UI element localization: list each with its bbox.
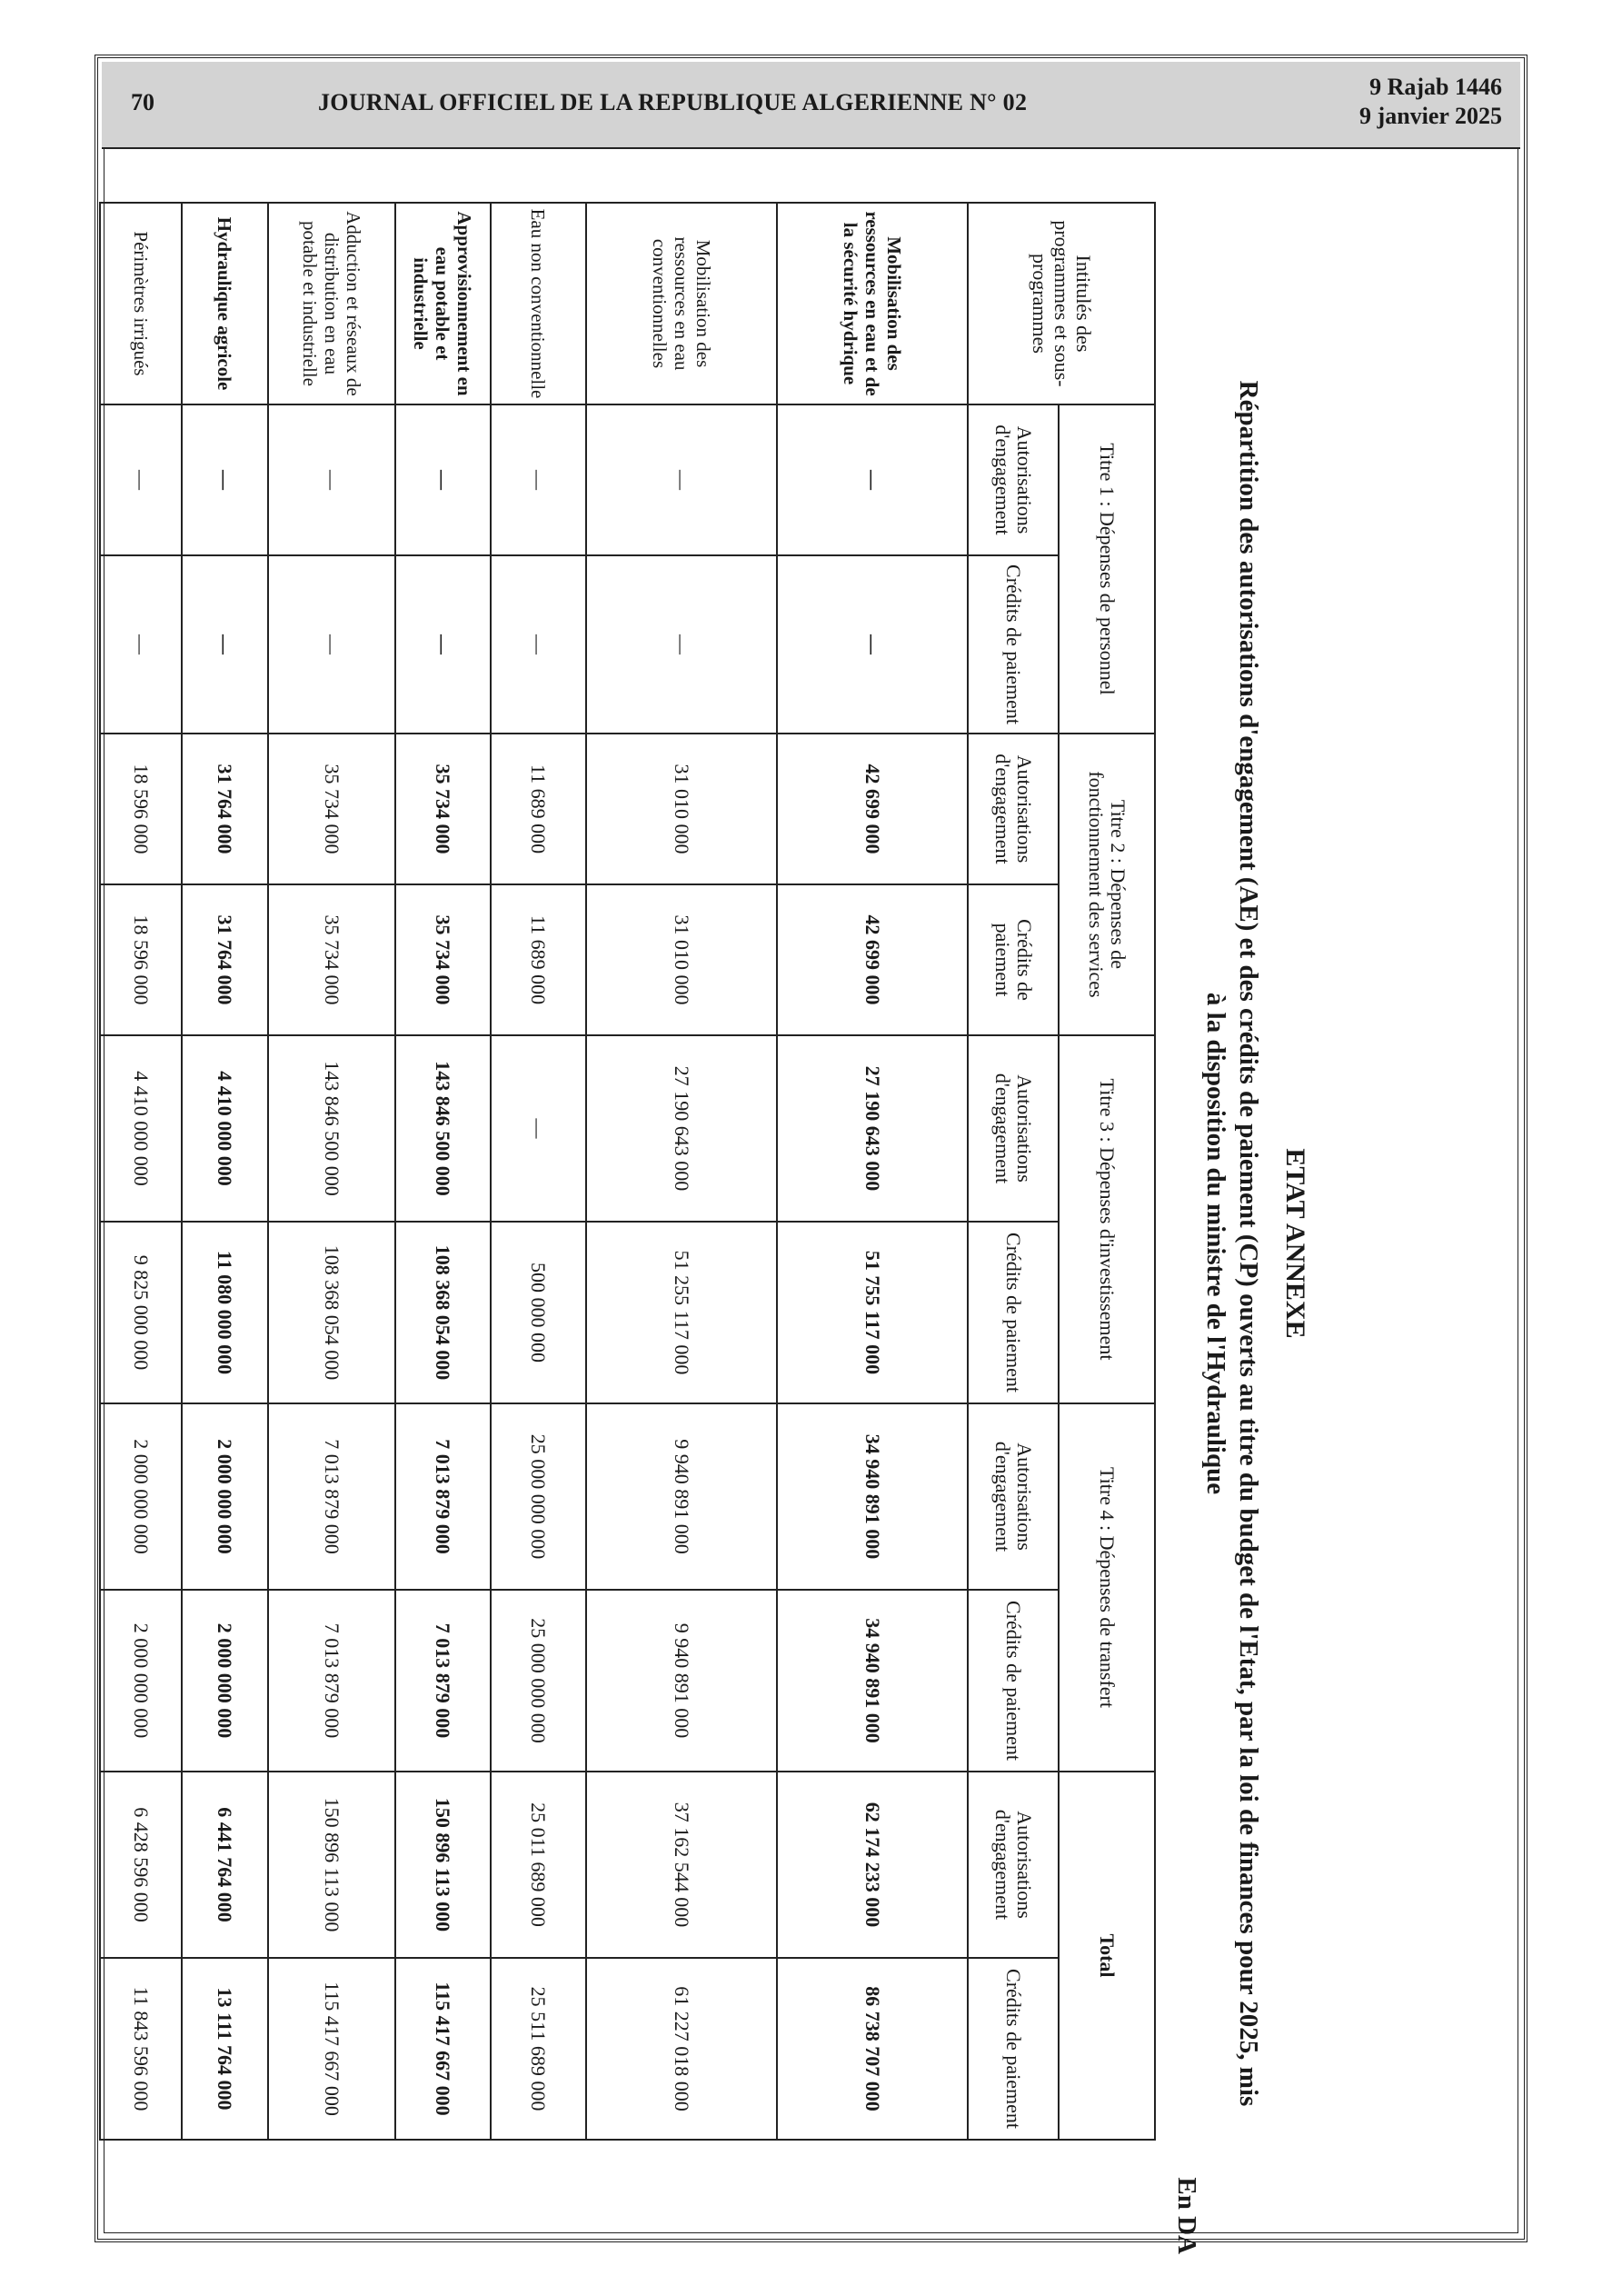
row-label: Eau non conventionnelle	[491, 203, 586, 404]
row-label: Mobilisation des ressources en eau conventionnelles	[586, 203, 777, 404]
budget-table	[99, 202, 1156, 2141]
table-cell: 9 940 891 000	[586, 1590, 777, 1772]
table-cell: 25 011 689 000	[491, 1772, 586, 1958]
table-cell: 25 511 689 000	[491, 1958, 586, 2140]
title2-header: Titre 2 : Dépenses de fonctionnement des services	[1059, 734, 1155, 1035]
table-row	[268, 203, 395, 2140]
table-cell: 62 174 233 000	[777, 1772, 968, 1958]
table-cell: —	[491, 404, 586, 555]
page-number: 70	[131, 89, 154, 115]
table-cell: 35 734 000	[395, 884, 491, 1035]
table-cell: 4 410 000 000	[182, 1035, 268, 1222]
table-cell: 143 846 500 000	[395, 1035, 491, 1222]
table-cell: 150 896 113 000	[395, 1772, 491, 1958]
table-row	[182, 203, 268, 2140]
row-label: Approvisionnement en eau potable et industrielle	[395, 203, 491, 404]
table-cell: —	[182, 555, 268, 734]
total-header: Total	[1059, 1772, 1155, 2140]
annex-title: ETAT ANNEXE	[1280, 1148, 1310, 1339]
table-cell: 42 699 000	[777, 884, 968, 1035]
ae-subheader: Autorisations d'engagement	[968, 1772, 1059, 1958]
table-cell: 7 013 879 000	[268, 1590, 395, 1772]
date-hijri: 9 Rajab 1446	[1369, 74, 1502, 100]
table-row	[395, 203, 491, 2140]
table-cell: 7 013 879 000	[395, 1403, 491, 1590]
table-cell: 37 162 544 000	[586, 1772, 777, 1958]
table-cell: 2 000 000 000	[100, 1403, 182, 1590]
table-cell: 150 896 113 000	[268, 1772, 395, 1958]
table-cell: 7 013 879 000	[268, 1403, 395, 1590]
ae-subheader: Autorisations d'engagement	[968, 1403, 1059, 1590]
table-cell: 25 000 000 000	[491, 1403, 586, 1590]
table-cell: —	[268, 555, 395, 734]
table-cell: 35 734 000	[268, 884, 395, 1035]
table-cell: —	[268, 404, 395, 555]
table-cell: 51 755 117 000	[777, 1222, 968, 1403]
table-cell: 6 441 764 000	[182, 1772, 268, 1958]
title3-header: Titre 3 : Dépenses d'investissement	[1059, 1035, 1155, 1403]
journal-title: JOURNAL OFFICIEL DE LA REPUBLIQUE ALGERIENNE N° 02	[318, 89, 1028, 115]
cp-subheader: Crédits de paiement	[968, 884, 1059, 1035]
rotated-annex	[130, 198, 1338, 2289]
ae-subheader: Autorisations d'engagement	[968, 1035, 1059, 1222]
table-cell: —	[100, 555, 182, 734]
table-cell: 27 190 643 000	[777, 1035, 968, 1222]
table-cell: —	[777, 404, 968, 555]
table-row	[586, 203, 777, 2140]
journal-header	[102, 62, 1520, 149]
table-cell: 35 734 000	[268, 734, 395, 884]
table-cell: 108 368 054 000	[395, 1222, 491, 1403]
table-cell: 25 000 000 000	[491, 1590, 586, 1772]
table-cell: 500 000 000	[491, 1222, 586, 1403]
table-row	[100, 203, 182, 2140]
table-cell: 35 734 000	[395, 734, 491, 884]
table-cell: 9 940 891 000	[586, 1403, 777, 1590]
table-cell: 31 764 000	[182, 884, 268, 1035]
table-cell: 6 428 596 000	[100, 1772, 182, 1958]
ae-subheader: Autorisations d'engagement	[968, 734, 1059, 884]
ae-subheader: Autorisations d'engagement	[968, 404, 1059, 555]
cp-subheader: Crédits de paiement	[968, 1590, 1059, 1772]
cp-subheader: Crédits de paiement	[968, 1222, 1059, 1403]
table-cell: —	[182, 404, 268, 555]
table-cell: 11 689 000	[491, 884, 586, 1035]
currency-unit: En DA	[1172, 2177, 1201, 2254]
table-cell: 11 080 000 000	[182, 1222, 268, 1403]
table-cell: 13 111 764 000	[182, 1958, 268, 2140]
table-cell: 11 843 596 000	[100, 1958, 182, 2140]
table-row	[491, 203, 586, 2140]
title4-header: Titre 4 : Dépenses de transfert	[1059, 1403, 1155, 1772]
table-cell: 2 000 000 000	[182, 1590, 268, 1772]
table-cell: —	[491, 1035, 586, 1222]
issue-date	[1359, 73, 1502, 131]
table-cell: 18 596 000	[100, 884, 182, 1035]
table-cell: 34 940 891 000	[777, 1403, 968, 1590]
table-cell: 86 738 707 000	[777, 1958, 968, 2140]
table-cell: 31 010 000	[586, 884, 777, 1035]
table-cell: 4 410 000 000	[100, 1035, 182, 1222]
table-cell: —	[395, 404, 491, 555]
row-label: Périmètres irrigués	[100, 203, 182, 404]
programmes-column-header: Intitulés des programmes et sous-programmes	[968, 203, 1155, 404]
table-cell: —	[586, 404, 777, 555]
table-cell: 18 596 000	[100, 734, 182, 884]
annex-caption: Répartition des autorisations d'engagement (AE) et des crédits de paiement (CP) ouverts au titre du budget de l'Etat, par la loi de finances pour 2025, mis à la disposition du ministre de l'Hydraulique	[1201, 380, 1263, 2107]
cp-subheader: Crédits de paiement	[968, 1958, 1059, 2140]
table-cell: 115 417 667 000	[268, 1958, 395, 2140]
table-cell: 31 764 000	[182, 734, 268, 884]
table-cell: 9 825 000 000	[100, 1222, 182, 1403]
title1-header: Titre 1 : Dépenses de personnel	[1059, 404, 1155, 734]
row-label: Mobilisation des ressources en eau et de la sécurité hydrique	[777, 203, 968, 404]
table-cell: 61 227 018 000	[586, 1958, 777, 2140]
table-cell: —	[395, 555, 491, 734]
row-label: Adduction et réseaux de distribution en eau potable et industrielle	[268, 203, 395, 404]
table-cell: —	[100, 404, 182, 555]
table-row	[777, 203, 968, 2140]
table-cell: 27 190 643 000	[586, 1035, 777, 1222]
table-cell: 115 417 667 000	[395, 1958, 491, 2140]
date-gregorian: 9 janvier 2025	[1359, 103, 1502, 129]
table-cell: —	[777, 555, 968, 734]
table-cell: 34 940 891 000	[777, 1590, 968, 1772]
table-cell: 7 013 879 000	[395, 1590, 491, 1772]
table-cell: 2 000 000 000	[100, 1590, 182, 1772]
row-label: Hydraulique agricole	[182, 203, 268, 404]
cp-subheader: Crédits de paiement	[968, 555, 1059, 734]
table-cell: —	[586, 555, 777, 734]
table-cell: 31 010 000	[586, 734, 777, 884]
table-cell: 2 000 000 000	[182, 1403, 268, 1590]
table-cell: 108 368 054 000	[268, 1222, 395, 1403]
table-cell: —	[491, 555, 586, 734]
table-cell: 42 699 000	[777, 734, 968, 884]
table-cell: 11 689 000	[491, 734, 586, 884]
table-cell: 51 255 117 000	[586, 1222, 777, 1403]
table-cell: 143 846 500 000	[268, 1035, 395, 1222]
